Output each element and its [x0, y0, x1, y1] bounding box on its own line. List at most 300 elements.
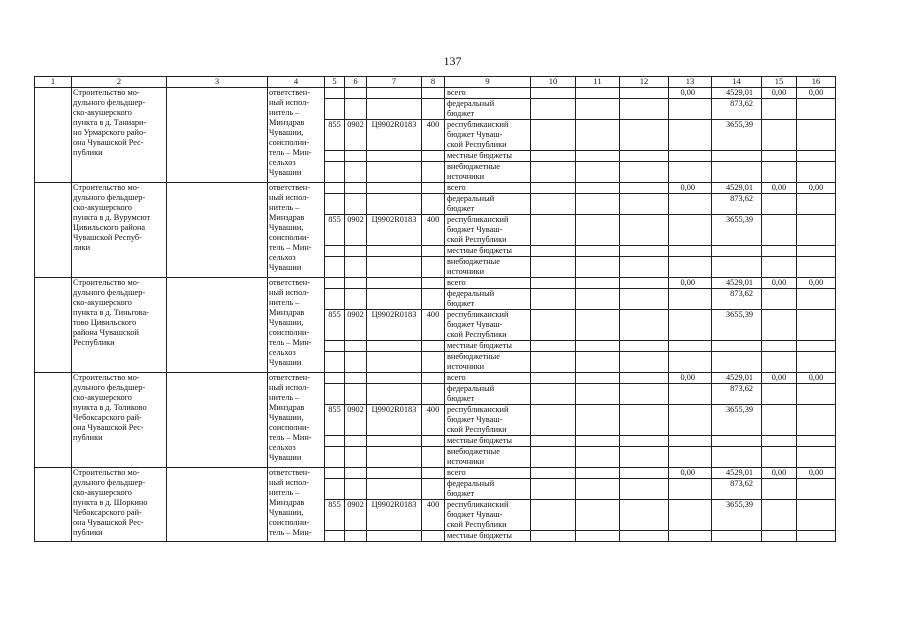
value-col14 [712, 341, 762, 352]
code-csr: Ц9902R0183 [367, 500, 422, 531]
funding-source: всего [445, 468, 531, 479]
col12-cell [620, 194, 669, 215]
value-col14: 4529,01 [712, 183, 762, 194]
code-csr [367, 531, 422, 542]
col12-cell [620, 162, 669, 183]
col12-cell [620, 384, 669, 405]
code-rzpr [345, 257, 367, 278]
table-row [35, 468, 836, 479]
value-col15: 0,00 [762, 88, 797, 99]
value-col15: 0,00 [762, 183, 797, 194]
code-grbs [325, 99, 345, 120]
funding-source: всего [445, 373, 531, 384]
value-col13 [669, 162, 712, 183]
col10-cell [531, 278, 576, 289]
value-col13 [669, 500, 712, 531]
funding-source: местные бюджеты [445, 436, 531, 447]
col10-cell [531, 162, 576, 183]
value-col16: 0,00 [797, 183, 836, 194]
code-rzpr [345, 436, 367, 447]
col11-cell [576, 500, 620, 531]
value-col16 [797, 310, 836, 341]
col11-cell [576, 341, 620, 352]
code-rzpr [345, 352, 367, 373]
value-col16 [797, 479, 836, 500]
funding-source: республиканский бюджет Чуваш- ской Республики [445, 500, 531, 531]
header-cell-14: 14 [712, 77, 762, 88]
code-vr: 400 [422, 215, 445, 246]
funding-source: внебюджетные источники [445, 162, 531, 183]
col11-cell [576, 479, 620, 500]
code-csr [367, 436, 422, 447]
value-col13: 0,00 [669, 468, 712, 479]
col10-cell [531, 405, 576, 436]
value-col16 [797, 352, 836, 373]
code-rzpr [345, 468, 367, 479]
code-grbs: 855 [325, 120, 345, 151]
funding-source: местные бюджеты [445, 341, 531, 352]
value-col15 [762, 120, 797, 151]
code-rzpr [345, 88, 367, 99]
col12-cell [620, 341, 669, 352]
col10-cell [531, 531, 576, 542]
code-rzpr [345, 479, 367, 500]
col11-cell [576, 99, 620, 120]
header-cell-2: 2 [72, 77, 167, 88]
col12-cell [620, 531, 669, 542]
code-grbs [325, 468, 345, 479]
value-col13 [669, 99, 712, 120]
value-col13 [669, 257, 712, 278]
col11-cell [576, 257, 620, 278]
value-col15 [762, 257, 797, 278]
code-csr [367, 151, 422, 162]
col12-cell [620, 352, 669, 373]
value-col15 [762, 310, 797, 341]
measure-name: Строительство мо- дульного фельдшер- ско-акушерского пункта в д. Тиньгова- тово Цивильского района Чувашской Республики [72, 278, 167, 373]
value-col13: 0,00 [669, 183, 712, 194]
header-cell-3: 3 [167, 77, 268, 88]
code-grbs [325, 352, 345, 373]
code-vr [422, 436, 445, 447]
value-col16 [797, 447, 836, 468]
value-col16 [797, 289, 836, 310]
col11-cell [576, 352, 620, 373]
value-col16 [797, 384, 836, 405]
value-col15 [762, 215, 797, 246]
funding-source: федеральный бюджет [445, 194, 531, 215]
code-vr [422, 246, 445, 257]
code-csr [367, 468, 422, 479]
col10-cell [531, 447, 576, 468]
value-col14 [712, 531, 762, 542]
code-rzpr [345, 447, 367, 468]
code-rzpr [345, 183, 367, 194]
col12-cell [620, 120, 669, 151]
value-col16 [797, 246, 836, 257]
code-grbs [325, 257, 345, 278]
code-vr [422, 341, 445, 352]
value-col14: 873,62 [712, 194, 762, 215]
code-grbs [325, 183, 345, 194]
funding-source: федеральный бюджет [445, 479, 531, 500]
funding-source: федеральный бюджет [445, 384, 531, 405]
code-grbs [325, 162, 345, 183]
col11-cell [576, 384, 620, 405]
funding-source: всего [445, 183, 531, 194]
code-vr [422, 151, 445, 162]
funding-source: республиканский бюджет Чуваш- ской Республики [445, 120, 531, 151]
col12-cell [620, 183, 669, 194]
code-csr [367, 278, 422, 289]
col3-cell [167, 373, 268, 468]
funding-source: всего [445, 278, 531, 289]
code-csr [367, 373, 422, 384]
code-rzpr: 0902 [345, 310, 367, 341]
value-col16: 0,00 [797, 373, 836, 384]
value-col15: 0,00 [762, 468, 797, 479]
col1-cell [35, 88, 72, 183]
col10-cell [531, 341, 576, 352]
col12-cell [620, 500, 669, 531]
col1-cell [35, 278, 72, 373]
col10-cell [531, 468, 576, 479]
funding-source: республиканский бюджет Чуваш- ской Республики [445, 310, 531, 341]
code-csr [367, 341, 422, 352]
code-csr: Ц9902R0183 [367, 120, 422, 151]
value-col15 [762, 194, 797, 215]
value-col13 [669, 384, 712, 405]
code-csr [367, 384, 422, 405]
code-rzpr [345, 341, 367, 352]
value-col14 [712, 151, 762, 162]
code-rzpr: 0902 [345, 500, 367, 531]
value-col14: 3655,39 [712, 310, 762, 341]
value-col15 [762, 384, 797, 405]
code-rzpr [345, 531, 367, 542]
code-csr [367, 99, 422, 120]
funding-source: всего [445, 88, 531, 99]
value-col14: 3655,39 [712, 215, 762, 246]
code-vr [422, 88, 445, 99]
value-col13: 0,00 [669, 373, 712, 384]
col10-cell [531, 88, 576, 99]
code-vr: 400 [422, 500, 445, 531]
col12-cell [620, 479, 669, 500]
code-vr [422, 194, 445, 215]
code-vr [422, 468, 445, 479]
col10-cell [531, 183, 576, 194]
value-col15 [762, 436, 797, 447]
col3-cell [167, 278, 268, 373]
col11-cell [576, 88, 620, 99]
table-row [35, 88, 836, 99]
col10-cell [531, 120, 576, 151]
value-col14 [712, 447, 762, 468]
col11-cell [576, 162, 620, 183]
value-col14: 873,62 [712, 479, 762, 500]
value-col16: 0,00 [797, 88, 836, 99]
col11-cell [576, 468, 620, 479]
code-rzpr [345, 151, 367, 162]
value-col14: 3655,39 [712, 500, 762, 531]
funding-source: федеральный бюджет [445, 99, 531, 120]
col12-cell [620, 257, 669, 278]
col10-cell [531, 151, 576, 162]
col10-cell [531, 99, 576, 120]
value-col14: 873,62 [712, 289, 762, 310]
value-col16 [797, 194, 836, 215]
col10-cell [531, 289, 576, 310]
page-number: 137 [443, 54, 462, 68]
header-cell-13: 13 [669, 77, 712, 88]
col3-cell [167, 183, 268, 278]
header-cell-16: 16 [797, 77, 836, 88]
executor-text: ответствен- ный испол- нитель – Минздрав Чувашии, соисполни- тель – Мин- сельхоз Чувашии [268, 88, 325, 183]
code-vr [422, 479, 445, 500]
code-csr: Ц9902R0183 [367, 310, 422, 341]
value-col13 [669, 405, 712, 436]
col11-cell [576, 447, 620, 468]
code-vr [422, 162, 445, 183]
code-grbs [325, 436, 345, 447]
col11-cell [576, 531, 620, 542]
header-cell-1: 1 [35, 77, 72, 88]
code-rzpr [345, 162, 367, 183]
measure-name: Строительство мо- дульного фельдшер- ско-акушерского пункта в д. Таниари- но Урмарского райо- она Чувашской Рес- публики [72, 88, 167, 183]
col12-cell [620, 88, 669, 99]
col11-cell [576, 120, 620, 151]
code-grbs [325, 194, 345, 215]
code-grbs: 855 [325, 215, 345, 246]
col1-cell [35, 468, 72, 542]
code-vr [422, 257, 445, 278]
funding-source: внебюджетные источники [445, 447, 531, 468]
value-col13 [669, 436, 712, 447]
value-col13 [669, 479, 712, 500]
code-rzpr: 0902 [345, 120, 367, 151]
value-col14: 3655,39 [712, 120, 762, 151]
funding-source: местные бюджеты [445, 531, 531, 542]
measure-name: Строительство мо- дульного фельдшер- ско-акушерского пункта в д. Шоркино Чебоксарского рай- она Чувашской Рес- публики [72, 468, 167, 542]
code-csr [367, 257, 422, 278]
value-col14 [712, 246, 762, 257]
value-col16 [797, 120, 836, 151]
value-col13 [669, 310, 712, 341]
value-col16 [797, 531, 836, 542]
code-rzpr [345, 194, 367, 215]
code-csr [367, 352, 422, 373]
code-csr [367, 289, 422, 310]
value-col16 [797, 405, 836, 436]
value-col16: 0,00 [797, 468, 836, 479]
col12-cell [620, 215, 669, 246]
code-grbs: 855 [325, 500, 345, 531]
code-grbs [325, 289, 345, 310]
col11-cell [576, 373, 620, 384]
col11-cell [576, 436, 620, 447]
code-rzpr [345, 384, 367, 405]
value-col14: 4529,01 [712, 373, 762, 384]
value-col14 [712, 352, 762, 373]
value-col14: 873,62 [712, 384, 762, 405]
col10-cell [531, 194, 576, 215]
value-col13 [669, 215, 712, 246]
code-grbs [325, 278, 345, 289]
code-csr [367, 194, 422, 215]
value-col15 [762, 151, 797, 162]
col12-cell [620, 310, 669, 341]
col12-cell [620, 447, 669, 468]
value-col14 [712, 436, 762, 447]
value-col15 [762, 352, 797, 373]
code-csr [367, 162, 422, 183]
col10-cell [531, 436, 576, 447]
measure-name: Строительство мо- дульного фельдшер- ско-акушерского пункта в д. Толиково Чебоксарского рай- она Чувашской Рес- публики [72, 373, 167, 468]
col1-cell [35, 373, 72, 468]
value-col16: 0,00 [797, 278, 836, 289]
value-col15 [762, 289, 797, 310]
executor-text: ответствен- ный испол- нитель – Минздрав Чувашии, соисполни- тель – Мин- сельхоз Чувашии [268, 278, 325, 373]
code-vr: 400 [422, 405, 445, 436]
code-vr [422, 278, 445, 289]
col12-cell [620, 373, 669, 384]
value-col13 [669, 246, 712, 257]
value-col13 [669, 341, 712, 352]
value-col13 [669, 289, 712, 310]
value-col15 [762, 405, 797, 436]
code-csr: Ц9902R0183 [367, 405, 422, 436]
header-cell-12: 12 [620, 77, 669, 88]
code-vr [422, 289, 445, 310]
value-col15 [762, 447, 797, 468]
col10-cell [531, 373, 576, 384]
value-col14: 873,62 [712, 99, 762, 120]
value-col15 [762, 500, 797, 531]
table-row [35, 278, 836, 289]
code-grbs [325, 479, 345, 500]
header-cell-7: 7 [367, 77, 422, 88]
value-col16 [797, 99, 836, 120]
value-col14: 4529,01 [712, 88, 762, 99]
header-row [35, 77, 836, 88]
col10-cell [531, 246, 576, 257]
col11-cell [576, 183, 620, 194]
code-csr [367, 246, 422, 257]
value-col13 [669, 194, 712, 215]
col1-cell [35, 183, 72, 278]
funding-source: местные бюджеты [445, 246, 531, 257]
col10-cell [531, 352, 576, 373]
code-vr [422, 183, 445, 194]
value-col16 [797, 151, 836, 162]
col11-cell [576, 289, 620, 310]
col10-cell [531, 500, 576, 531]
value-col14 [712, 257, 762, 278]
col12-cell [620, 405, 669, 436]
col12-cell [620, 246, 669, 257]
code-grbs [325, 447, 345, 468]
code-grbs [325, 384, 345, 405]
code-vr: 400 [422, 120, 445, 151]
code-csr: Ц9902R0183 [367, 215, 422, 246]
col10-cell [531, 384, 576, 405]
value-col13 [669, 151, 712, 162]
col11-cell [576, 151, 620, 162]
funding-source: республиканский бюджет Чуваш- ской Республики [445, 405, 531, 436]
col12-cell [620, 436, 669, 447]
col12-cell [620, 468, 669, 479]
value-col14: 4529,01 [712, 278, 762, 289]
table-row [35, 373, 836, 384]
code-vr [422, 373, 445, 384]
value-col16 [797, 500, 836, 531]
col11-cell [576, 278, 620, 289]
header-cell-6: 6 [345, 77, 367, 88]
value-col15: 0,00 [762, 278, 797, 289]
value-col16 [797, 162, 836, 183]
value-col13: 0,00 [669, 88, 712, 99]
col10-cell [531, 310, 576, 341]
code-vr: 400 [422, 310, 445, 341]
value-col15 [762, 531, 797, 542]
code-csr [367, 183, 422, 194]
value-col16 [797, 341, 836, 352]
header-cell-10: 10 [531, 77, 576, 88]
header-cell-11: 11 [576, 77, 620, 88]
value-col13 [669, 531, 712, 542]
value-col15: 0,00 [762, 373, 797, 384]
value-col13: 0,00 [669, 278, 712, 289]
value-col14 [712, 162, 762, 183]
col3-cell [167, 88, 268, 183]
code-rzpr [345, 289, 367, 310]
code-rzpr [345, 278, 367, 289]
value-col14: 3655,39 [712, 405, 762, 436]
col11-cell [576, 246, 620, 257]
col10-cell [531, 479, 576, 500]
code-vr [422, 447, 445, 468]
funding-source: внебюджетные источники [445, 257, 531, 278]
code-vr [422, 531, 445, 542]
code-grbs [325, 373, 345, 384]
code-grbs: 855 [325, 405, 345, 436]
header-cell-15: 15 [762, 77, 797, 88]
funding-source: внебюджетные источники [445, 352, 531, 373]
header-cell-8: 8 [422, 77, 445, 88]
code-grbs [325, 246, 345, 257]
code-rzpr [345, 99, 367, 120]
funding-source: республиканский бюджет Чуваш- ской Республики [445, 215, 531, 246]
code-vr [422, 99, 445, 120]
executor-text: ответствен- ный испол- нитель – Минздрав Чувашии, соисполни- тель – Мин- сельхоз Чувашии [268, 373, 325, 468]
value-col16 [797, 215, 836, 246]
value-col13 [669, 120, 712, 151]
budget-table [34, 76, 836, 542]
code-csr [367, 447, 422, 468]
col11-cell [576, 310, 620, 341]
value-col15 [762, 246, 797, 257]
code-csr [367, 479, 422, 500]
value-col14: 4529,01 [712, 468, 762, 479]
value-col15 [762, 479, 797, 500]
code-grbs [325, 151, 345, 162]
col11-cell [576, 215, 620, 246]
col12-cell [620, 99, 669, 120]
code-grbs [325, 531, 345, 542]
code-rzpr [345, 373, 367, 384]
funding-source: федеральный бюджет [445, 289, 531, 310]
